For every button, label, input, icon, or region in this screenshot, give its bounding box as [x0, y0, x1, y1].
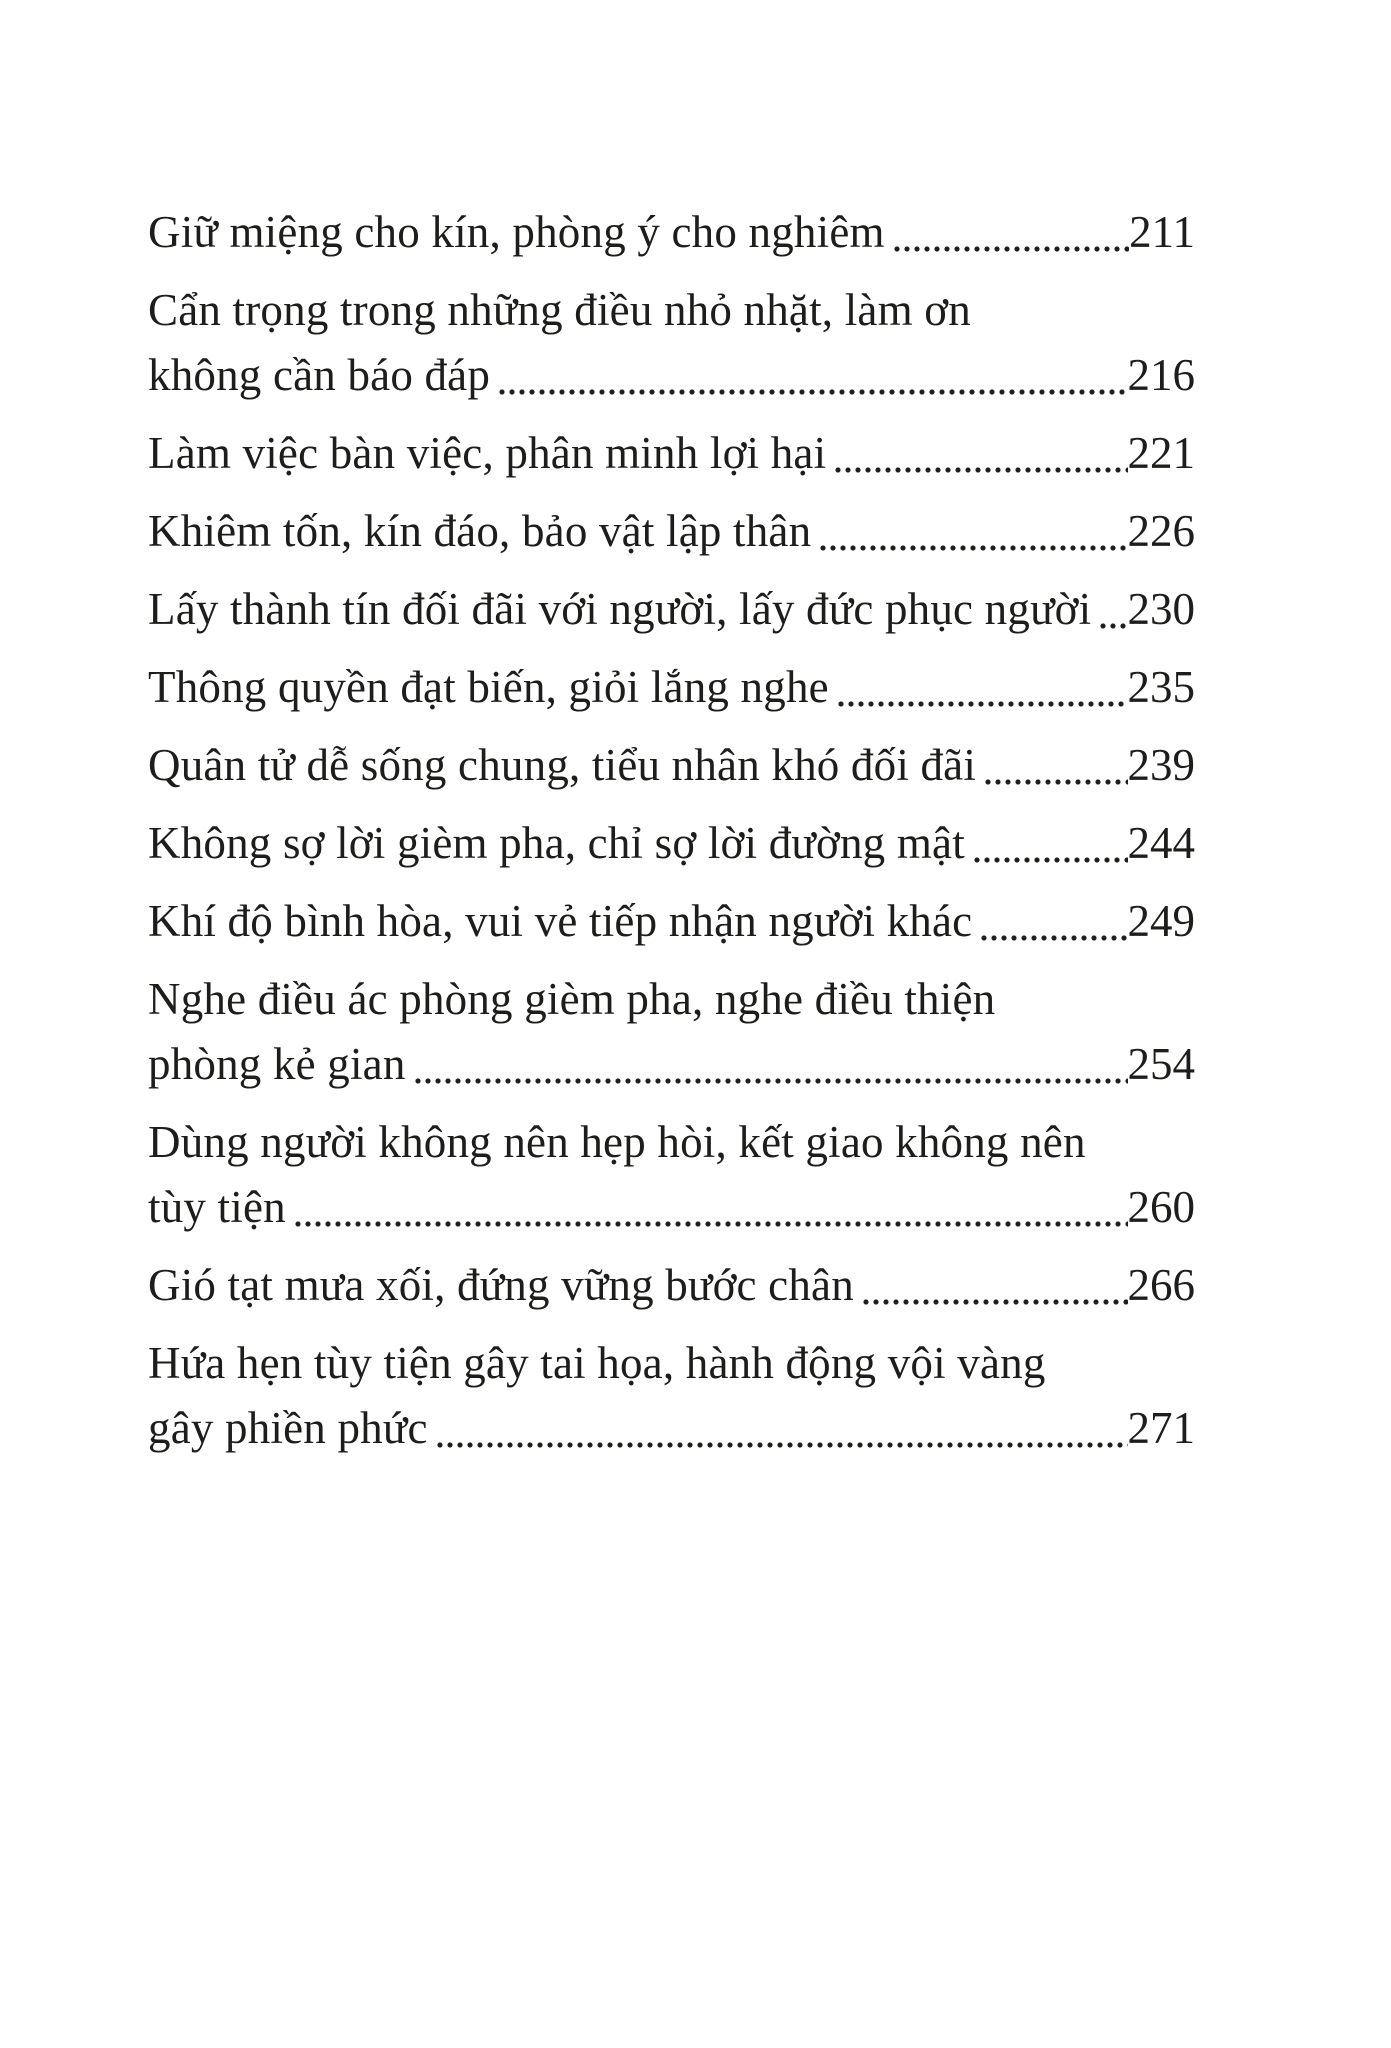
toc-line — [148, 1396, 1195, 1461]
dot-leader — [859, 1253, 1128, 1318]
toc-entry-title: gây phiền phức — [148, 1403, 428, 1453]
page-number: 239 — [1127, 740, 1195, 790]
page-number: 244 — [1127, 818, 1195, 868]
dot-leader — [981, 733, 1127, 798]
toc-entry-title: không cần báo đáp — [148, 350, 491, 400]
toc-entry-title: Làm việc bàn việc, phân minh lợi hại — [148, 428, 827, 478]
toc-line — [148, 278, 1195, 343]
dot-leader — [291, 1175, 1128, 1240]
dot-leader — [411, 1032, 1128, 1097]
page-number: 230 — [1127, 584, 1195, 634]
toc-entry-title: Nghe điều ác phòng gièm pha, nghe điều thiện — [148, 974, 996, 1024]
page-number: 235 — [1127, 662, 1195, 712]
dot-leader — [977, 889, 1127, 954]
toc-line — [148, 1032, 1195, 1097]
table-of-contents — [148, 200, 1195, 1474]
toc-line — [148, 1110, 1195, 1175]
toc-entry-title: Không sợ lời gièm pha, chỉ sợ lời đường mật — [148, 818, 965, 868]
toc-entry-title: phòng kẻ gian — [148, 1039, 406, 1089]
toc-line — [148, 343, 1195, 408]
toc-entry — [148, 967, 1195, 1097]
dot-leader — [834, 655, 1128, 720]
toc-entry-title: tùy tiện — [148, 1182, 286, 1232]
toc-line — [148, 967, 1195, 1032]
dot-leader — [970, 811, 1128, 876]
toc-entry — [148, 577, 1195, 642]
page-number: 226 — [1127, 506, 1195, 556]
page-number: 221 — [1127, 428, 1195, 478]
dot-leader — [1096, 577, 1127, 642]
toc-entry — [148, 655, 1195, 720]
page-number: 260 — [1127, 1182, 1195, 1232]
toc-line — [148, 577, 1195, 642]
toc-entry-title: Hứa hẹn tùy tiện gây tai họa, hành động vội vàng — [148, 1338, 1046, 1388]
toc-line — [148, 200, 1195, 265]
toc-line — [148, 1253, 1195, 1318]
toc-entry — [148, 421, 1195, 486]
toc-entry-title: Thông quyền đạt biến, giỏi lắng nghe — [148, 662, 829, 712]
dot-leader — [816, 499, 1127, 564]
toc-line — [148, 733, 1195, 798]
toc-entry — [148, 200, 1195, 265]
toc-line — [148, 889, 1195, 954]
toc-entry-title: Gió tạt mưa xối, đứng vững bước chân — [148, 1260, 854, 1310]
toc-entry — [148, 499, 1195, 564]
toc-line — [148, 499, 1195, 564]
toc-entry-title: Cẩn trọng trong những điều nhỏ nhặt, làm ơn — [148, 285, 971, 335]
page-number: 211 — [1129, 207, 1195, 257]
page-number: 249 — [1127, 896, 1195, 946]
toc-line — [148, 655, 1195, 720]
toc-entry-title: Khí độ bình hòa, vui vẻ tiếp nhận người khác — [148, 896, 973, 946]
toc-entry — [148, 278, 1195, 408]
toc-entry-title: Khiêm tốn, kín đáo, bảo vật lập thân — [148, 506, 812, 556]
toc-entry-title: Dùng người không nên hẹp hòi, kết giao không nên — [148, 1117, 1086, 1167]
dot-leader — [890, 200, 1129, 265]
toc-entry — [148, 1253, 1195, 1318]
toc-entry — [148, 1110, 1195, 1240]
toc-entry-title: Giữ miệng cho kín, phòng ý cho nghiêm — [148, 207, 885, 257]
dot-leader — [433, 1396, 1128, 1461]
page-number: 266 — [1127, 1260, 1195, 1310]
page-number: 271 — [1127, 1403, 1195, 1453]
dot-leader — [831, 421, 1127, 486]
toc-line — [148, 1331, 1195, 1396]
dot-leader — [495, 343, 1127, 408]
toc-entry — [148, 889, 1195, 954]
toc-line — [148, 811, 1195, 876]
toc-entry-title: Lấy thành tín đối đãi với người, lấy đức phục người — [148, 584, 1092, 634]
page-number: 254 — [1127, 1039, 1195, 1089]
toc-entry — [148, 811, 1195, 876]
toc-entry — [148, 733, 1195, 798]
toc-line — [148, 1175, 1195, 1240]
toc-entry-title: Quân tử dễ sống chung, tiểu nhân khó đối đãi — [148, 740, 977, 790]
page-number: 216 — [1127, 350, 1195, 400]
toc-line — [148, 421, 1195, 486]
toc-entry — [148, 1331, 1195, 1461]
